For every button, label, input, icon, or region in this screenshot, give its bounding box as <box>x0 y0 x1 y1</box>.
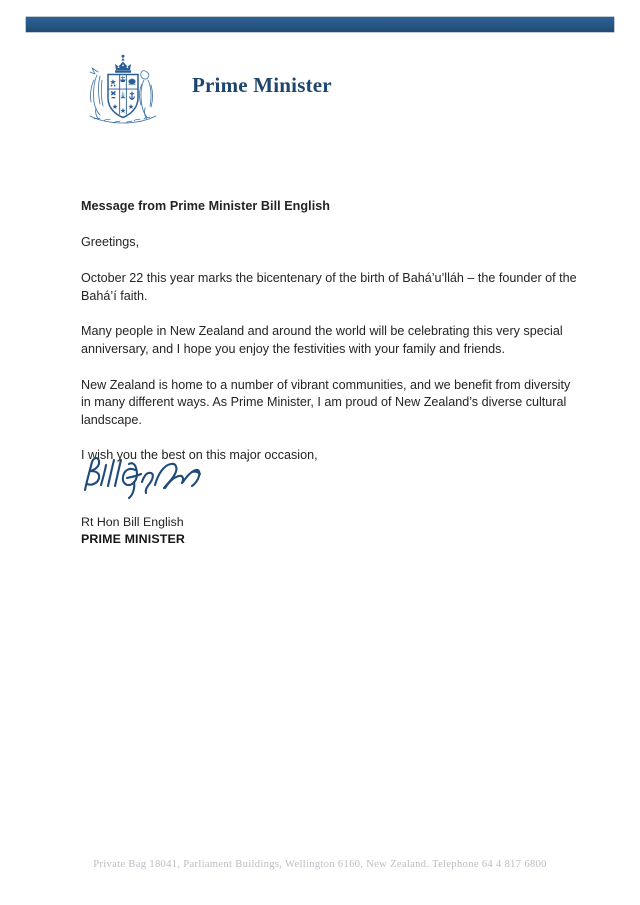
letter-paragraph: New Zealand is home to a number of vibrant communities, and we benefit from diversity in many different ways. As Prime Minister, I am proud of New Zealand’s diverse cultural landscape. <box>81 377 571 427</box>
signatory-role: PRIME MINISTER <box>81 531 185 546</box>
signature-block <box>81 514 185 547</box>
footer-address: Private Bag 18041, Parliament Buildings, Wellington 6160, New Zealand. Telephone 64 4 817 6800 <box>93 859 547 870</box>
header-rule <box>26 17 614 32</box>
letter-body <box>81 198 581 465</box>
letter-closing: I wish you the best on this major occasion, <box>81 448 318 463</box>
letter-heading: Message from Prime Minister Bill English <box>81 199 331 213</box>
handwritten-signature-icon <box>79 452 224 504</box>
signatory-name: Rt Hon Bill English <box>81 515 184 529</box>
letter-paragraph: October 22 this year marks the bicentenary of the birth of Bahá’u’lláh – the founder of the Bahá’í faith. <box>81 271 577 303</box>
page-title: Prime Minister <box>192 73 332 97</box>
letter-paragraph: Many people in New Zealand and around the world will be celebrating this very special anniversary, and I hope you enjoy the festivities with your family and friends. <box>81 324 563 356</box>
new-zealand-coat-of-arms-icon <box>78 50 168 128</box>
letter-salutation: Greetings, <box>81 234 140 249</box>
